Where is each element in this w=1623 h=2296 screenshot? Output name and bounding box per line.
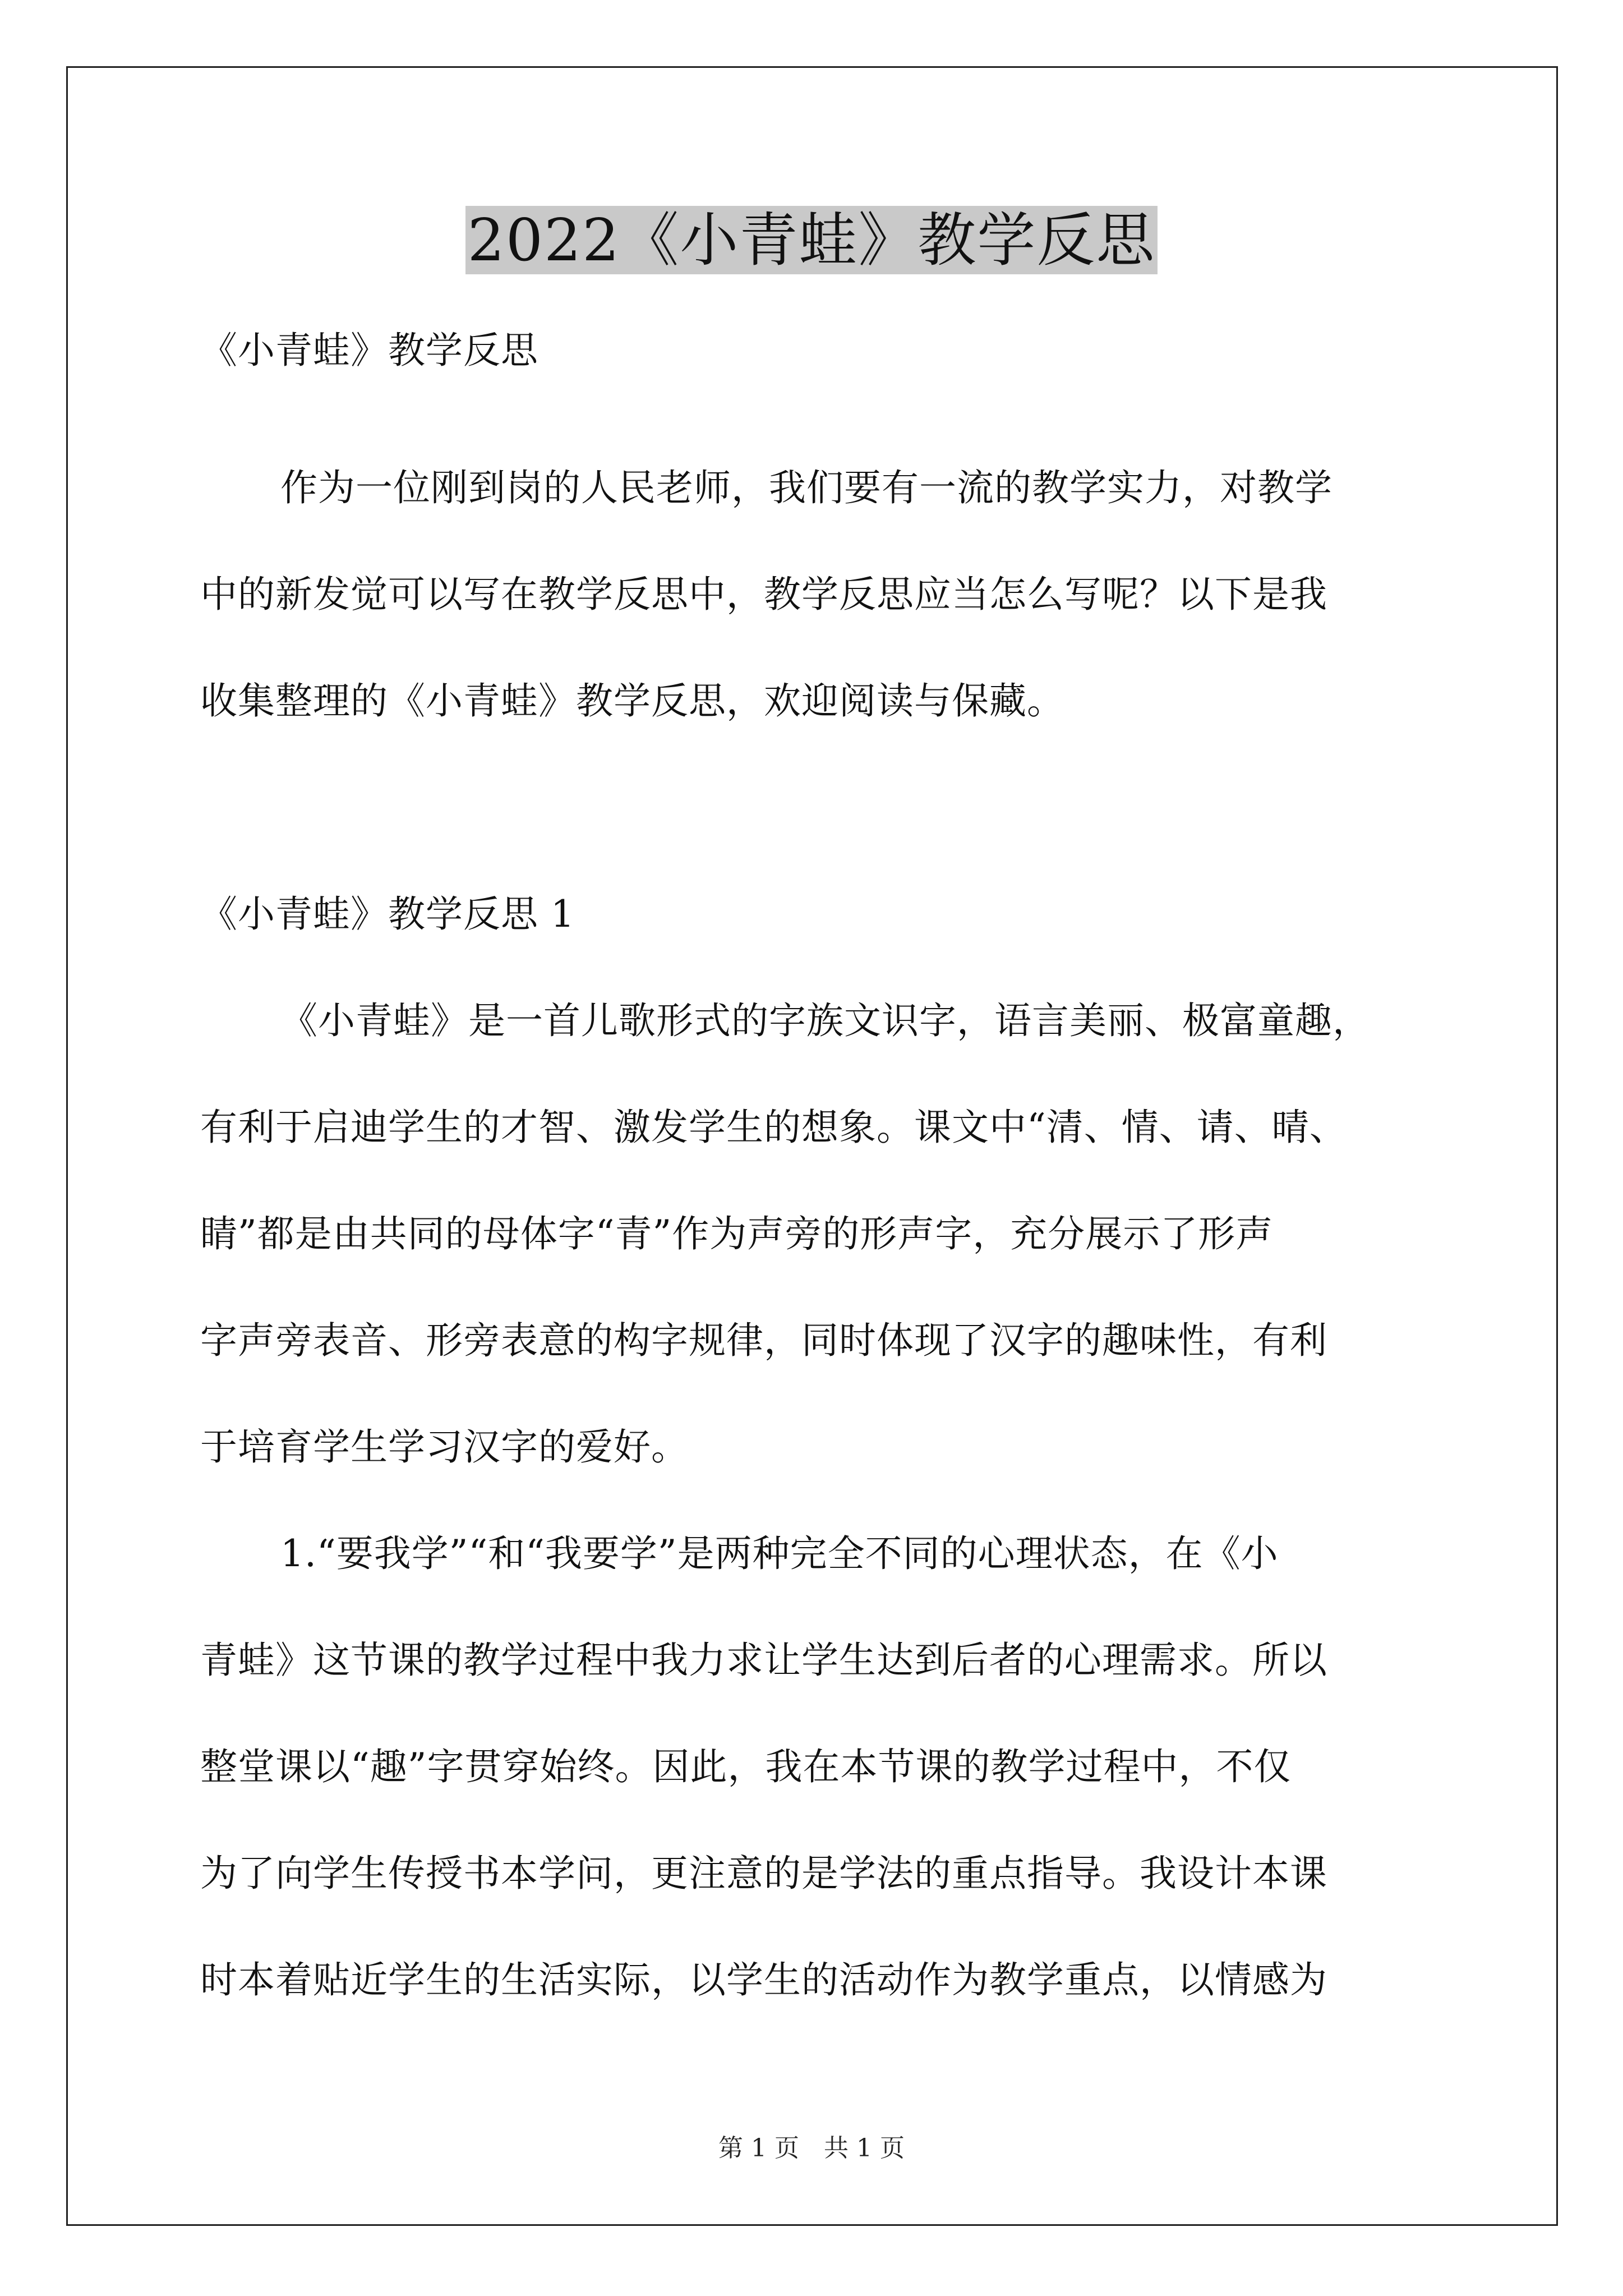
section-heading: 《小青蛙》教学反思 1 (200, 892, 575, 936)
paragraph-line: 青蛙》这节课的教学过程中我力求让学生达到后者的心理需求。所以 (200, 1639, 1327, 1682)
paragraph-line: 1.“要我学”“和“我要学”是两种完全不同的心理状态，在《小 (280, 1532, 1279, 1575)
subtitle: 《小青蛙》教学反思 (200, 329, 538, 372)
intro-line: 收集整理的《小青蛙》教学反思，欢迎阅读与保藏。 (200, 679, 1064, 723)
paragraph-line: 《小青蛙》是一首儿歌形式的字族文识字，语言美丽、极富童趣， (280, 999, 1370, 1042)
intro-line: 作为一位刚到岗的人民老师，我们要有一流的教学实力，对教学 (280, 466, 1332, 509)
document-title: 2022《小青蛙》教学反思 (0, 204, 1623, 277)
paragraph-line: 有利于启迪学生的才智、激发学生的想象。课文中“清、情、请、晴、 (200, 1106, 1347, 1149)
page-footer: 第 1 页 共 1 页 (718, 2134, 905, 2162)
paragraph-line: 于培育学生学习汉字的爱好。 (200, 1425, 689, 1469)
paragraph-line: 字声旁表音、形旁表意的构字规律，同时体现了汉字的趣味性，有利 (200, 1319, 1327, 1362)
paragraph-line: 睛”都是由共同的母体字“青”作为声旁的形声字，充分展示了形声 (200, 1212, 1274, 1255)
paragraph-line: 整堂课以“趣”字贯穿始终。因此，我在本节课的教学过程中，不仅 (200, 1745, 1292, 1788)
paragraph-line: 为了向学生传授书本学问，更注意的是学法的重点指导。我设计本课 (200, 1852, 1327, 1895)
intro-line: 中的新发觉可以写在教学反思中，教学反思应当怎么写呢？以下是我 (200, 573, 1327, 616)
paragraph-line: 时本着贴近学生的生活实际，以学生的活动作为教学重点，以情感为 (200, 1958, 1327, 2001)
